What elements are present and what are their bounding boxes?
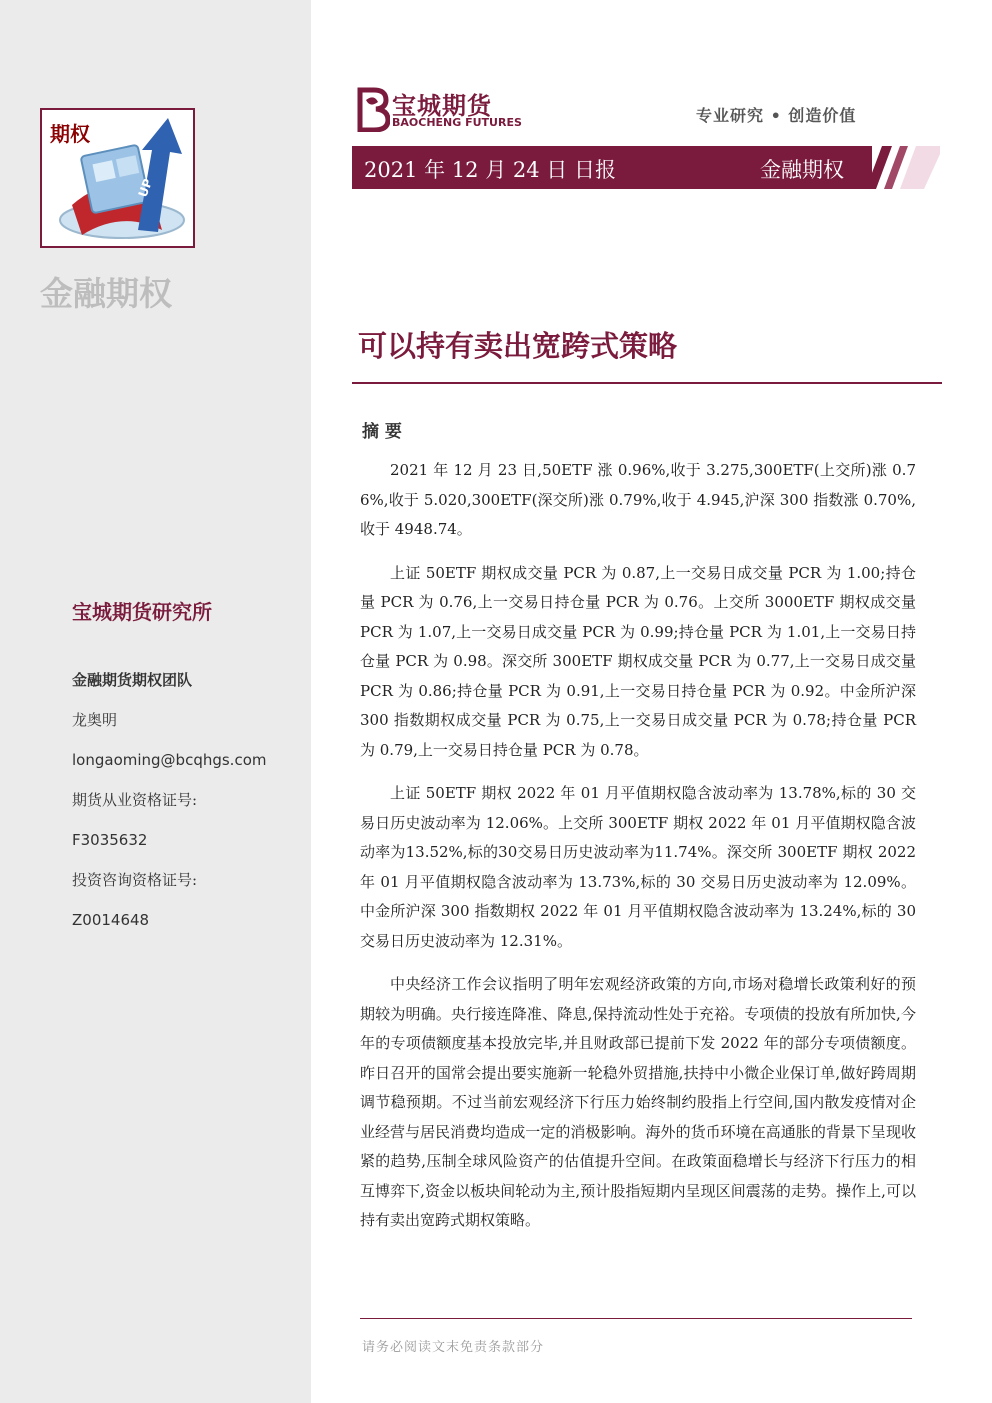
institute-name: 宝城期货研究所 bbox=[72, 600, 212, 624]
report-date: 2021 年 12 月 24 日 日报 bbox=[364, 158, 616, 182]
team-name: 金融期货期权团队 bbox=[72, 671, 193, 689]
team-info bbox=[72, 660, 302, 940]
advisory-cert-number: Z0014648 bbox=[72, 911, 150, 929]
analyst-email[interactable]: longaoming@bcqhgs.com bbox=[72, 751, 267, 769]
paragraph-volatility: 上证 50ETF 期权 2022 年 01 月平值期权隐含波动率为 13.78%,标的 30 交易日历史波动率为 12.06%。上交所 300ETF 期权 2022 年 01 月平值期权隐含波动率为13.52%,标的30交易日历史波动率为11.74%。深交所 300ETF 期权 2022 年 01 月平值期权隐含波动率为 13.73%,标的 30 交易日历史波动率为 12.09%。中金所沪深 300 指数期权 2022 年 01 月平值期权隐含波动率为 13.24%,标的 30 交易日历史波动率为 12.31%。 bbox=[360, 784, 916, 950]
disclaimer-note: 请务必阅读文末免责条款部分 bbox=[362, 1340, 545, 1355]
analyst-name: 龙奥明 bbox=[72, 711, 118, 729]
logo-english-name: BAOCHENG FUTURES bbox=[392, 116, 522, 129]
advisory-cert-label: 投资咨询资格证号: bbox=[72, 871, 198, 889]
abstract-heading: 摘 要 bbox=[362, 422, 402, 442]
baocheng-logo-icon bbox=[356, 86, 390, 132]
sidebar bbox=[0, 0, 311, 1403]
company-logo bbox=[356, 86, 526, 134]
svg-text:UP: UP bbox=[135, 176, 156, 200]
sidebar-heading: 金融期权 bbox=[40, 274, 172, 313]
futures-cert-label: 期货从业资格证号: bbox=[72, 791, 198, 809]
report-title: 可以持有卖出宽跨式策略 bbox=[358, 329, 678, 363]
cover-image bbox=[40, 108, 195, 248]
futures-cert-number: F3035632 bbox=[72, 831, 148, 849]
banner-stripes-decoration bbox=[860, 146, 940, 189]
logo-chinese-name: 宝城期货 bbox=[392, 92, 492, 120]
abstract-body bbox=[360, 456, 916, 1250]
footer-divider bbox=[360, 1318, 912, 1319]
paragraph-market-close: 2021 年 12 月 23 日,50ETF 涨 0.96%,收于 3.275,300ETF(上交所)涨 0.76%,收于 5.020,300ETF(深交所)涨 0.79%,收于 4.945,沪深 300 指数涨 0.70%,收于 4948.74。 bbox=[360, 461, 916, 538]
paragraph-outlook: 中央经济工作会议指明了明年宏观经济政策的方向,市场对稳增长政策利好的预期较为明确。央行接连降准、降息,保持流动性处于充裕。专项债的投放有所加快,今年的专项债额度基本投放完毕,并且财政部已提前下发 2022 年的部分专项债额度。昨日召开的国常会提出要实施新一轮稳外贸措施,扶持中小微企业保订单,做好跨周期调节稳预期。不过当前宏观经济下行压力始终制约股指上行空间,国内散发疫情对企业经营与居民消费均造成一定的消极影响。海外的货币环境在高通胀的背景下呈现收紧的趋势,压制全球风险资产的估值提升空间。在政策面稳增长与经济下行压力的相互博弈下,资金以板块间轮动为主,预计股指短期内呈现区间震荡的走势。操作上,可以持有卖出宽跨式期权策略。 bbox=[360, 975, 916, 1229]
title-divider bbox=[352, 382, 942, 384]
cover-tag: 期权 bbox=[50, 122, 90, 146]
slogan: 专业研究 • 创造价值 bbox=[696, 106, 857, 125]
paragraph-pcr: 上证 50ETF 期权成交量 PCR 为 0.87,上一交易日成交量 PCR 为 1.00;持仓量 PCR 为 0.76,上一交易日持仓量 PCR 为 0.76。上交所 3000ETF 期权成交量 PCR 为 1.07,上一交易日成交量 PCR 为 0.99;持仓量 PCR 为 1.01,上一交易日持仓量 PCR 为 0.98。深交所 300ETF 期权成交量 PCR 为 0.77,上一交易日成交量 PCR 为 0.86;持仓量 PCR 为 0.91,上一交易日持仓量 PCR 为 0.92。中金所沪深 300 指数期权成交量 PCR 为 0.75,上一交易日成交量 PCR 为 0.78;持仓量 PCR 为 0.79,上一交易日持仓量 PCR 为 0.78。 bbox=[360, 563, 916, 759]
report-category: 金融期权 bbox=[760, 158, 844, 182]
